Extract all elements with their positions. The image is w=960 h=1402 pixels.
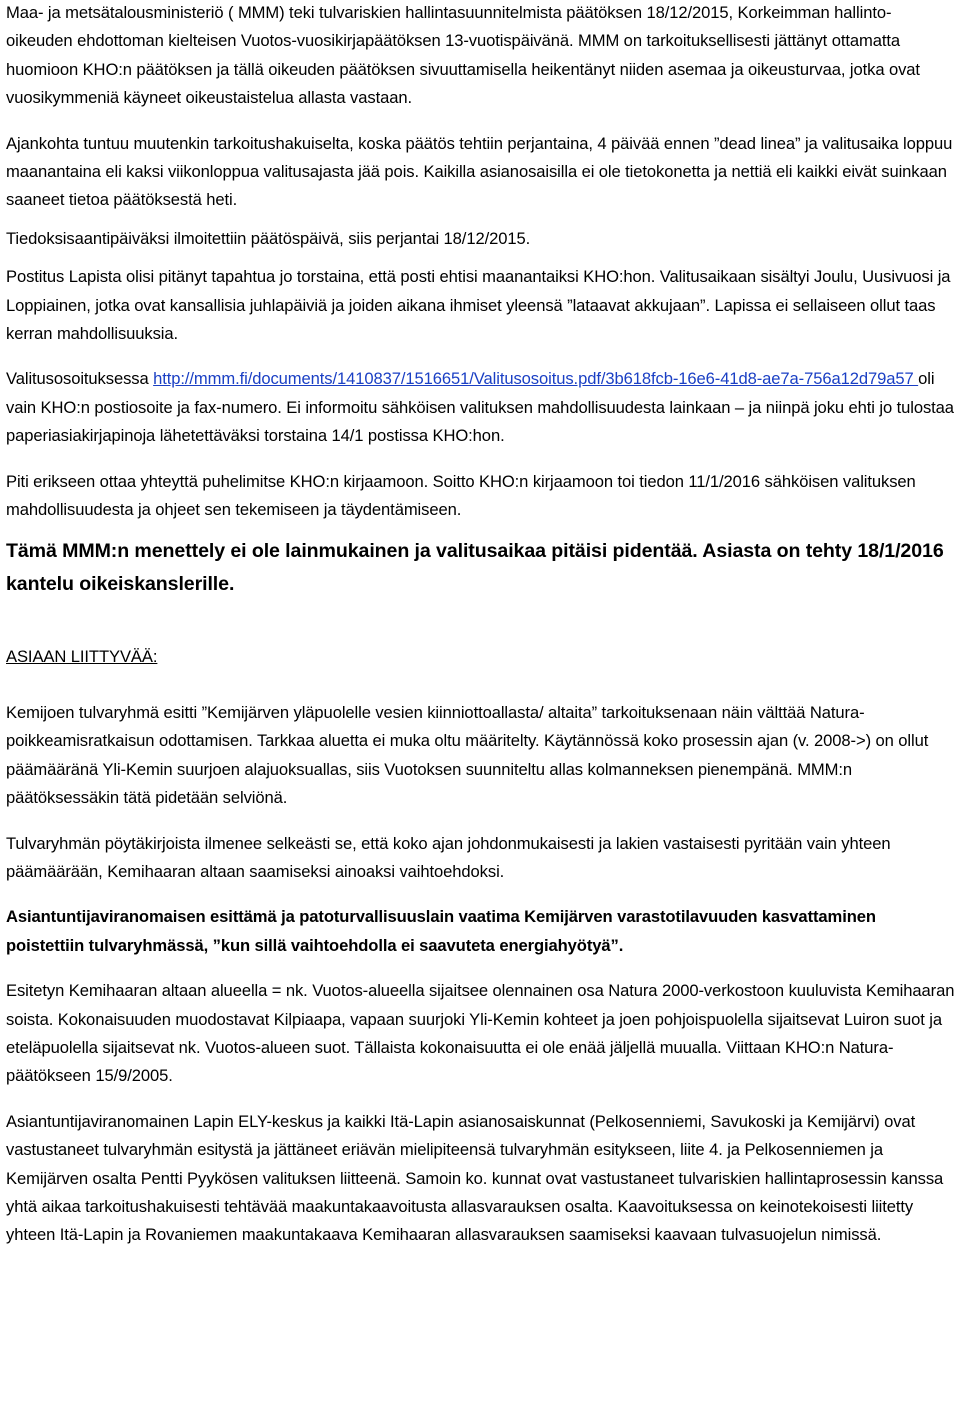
- paragraph-complaint-statement: Tämä MMM:n menettely ei ole lainmukainen ja valitusaikaa pitäisi pidentää. Asiasta on tehty 18/1/2016 kantelu oikeiskanslerille.: [6, 539, 944, 595]
- paragraph-phone-contact: Piti erikseen ottaa yhteyttä puhelimitse KHO:n kirjaamoon. Soitto KHO:n kirjaamoon toi tiedon 11/1/2016 sähköisen valituksen mahdollisuudesta ja ohjeet sen tekemiseen ja täydentämiseen.: [6, 471, 916, 520]
- paragraph-notification-date: Tiedoksisaantipäiväksi ilmoitettiin päätöspäivä, siis perjantai 18/12/2015.: [6, 228, 531, 248]
- paragraph-postal-delay: Postitus Lapista olisi pitänyt tapahtua jo torstaina, että posti ehtisi maanantaiksi KHO:hon. Valitusaikaan sisältyi Joulu, Uusivuosi ja Loppiainen, jotka ovat kansallisia juhlapäiviä ja joiden aikana ihmiset yleensä ”lataavat akkujaan”. Lapissa ei sellaiseen ollut taas kerran mahdollisuuksia.: [6, 267, 951, 344]
- paragraph-appeal-instructions: [6, 365, 956, 450]
- appeal-instructions-link[interactable]: http://mmm.fi/documents/1410837/1516651/Valitusosoitus.pdf/3b618fcb-16e6-41d8-ae7a-756a12d79a57: [153, 369, 919, 389]
- paragraph-storage-capacity: Asiantuntijaviranomaisen esittämä ja patoturvallisuuslain vaatima Kemijärven varastotilavuuden kasvattaminen poistettiin tulvaryhmässä, ”kun sillä vaihtoehdolla ei saavuteta energiahyötyä”.: [6, 907, 876, 955]
- paragraph-flood-group-minutes: Tulvaryhmän pöytäkirjoista ilmenee selkeästi se, että koko ajan johdonmukaisesti ja lakien vastaisesti pyritään vain yhteen päämäärään, Kemihaaran altaan saamiseksi ainoaksi vaihtoehdoksi.: [6, 833, 891, 881]
- paragraph-municipalities-opposition: Asiantuntijaviranomainen Lapin ELY-keskus ja kaikki Itä-Lapin asianosaiskunnat (Pelkosenniemi, Savukoski ja Kemijärvi) ovat vastustaneet tulvaryhmän esitystä ja jättäneet eriävän mielipiteensä tulvaryhmän esitykseen, liite 4. ja Pelkosenniemen ja Kemijärven osalta Pentti Pyykösen valituksen liitteenä. Samoin ko. kunnat ovat vastustaneet tulvariskien hallintaprosessin kanssa yhtä aikaa tarkoitushakuisesti tehtävää maakuntakaavoitusta allasvarauksen osalta. Kaavoituksessa on keinotekoisesti liitetty yhteen Itä-Lapin ja Rovaniemen maakuntakaava Kemihaaran allasvarauksen saamiseksi kaavaan tulvasuojelun nimissä.: [6, 1111, 944, 1245]
- paragraph-timing: Ajankohta tuntuu muutenkin tarkoitushakuiselta, koska päätös tehtiin perjantaina, 4 päivää ennen ”dead linea” ja valitusaika loppuu maanantaina eli kaksi viikonloppua valitusajasta jää pois. Kaikilla asianosaisilla ei ole tietokonetta ja nettiä eli kaikki eivät suinkaan saaneet tietoa päätöksestä heti.: [6, 133, 953, 210]
- appeal-instructions-prefix: Valitusosoituksessa: [6, 369, 154, 389]
- paragraph-natura-area: Esitetyn Kemihaaran altaan alueella = nk. Vuotos-alueella sijaitsee olennainen osa Natura 2000-verkostoon kuuluvista Kemihaaran soista. Kokonaisuuden muodostavat Kilpiaapa, vapaan suurjoki Yli-Kemin kohteet ja joen pohjoispuolella sijaitsevat Luiron suot ja eteläpuolella sijaitsevat nk. Vuotos-alueen suot. Tällaista kokonaisuutta ei ole enää jäljellä muualla. Viittaan KHO:n Natura-päätökseen 15/9/2005.: [6, 981, 955, 1086]
- section-heading-related: ASIAAN LIITTYVÄÄ:: [6, 646, 158, 666]
- document-page: [6, 0, 956, 1250]
- appeal-instructions-suffix: oli vain KHO:n postiosoite ja fax-numero. Ei informoitu sähköisen valituksen mahdollisuudesta lainkaan – ja niinpä joku ehti jo tulostaa paperiasiakirjapinoja lähetettäväksi torstaina 14/1 postissa KHO:hon.: [6, 369, 954, 446]
- paragraph-flood-group-proposal: Kemijoen tulvaryhmä esitti ”Kemijärven yläpuolelle vesien kiinniottoallasta/ altaita” tarkoituksenaan näin välttää Natura-poikkeamisratkaisun odottamisen. Tarkkaa aluetta ei muka oltu määritelty. Käytännössä koko prosessin ajan (v. 2008->) on ollut päämääränä Yli-Kemin suurjoen alajuoksuallas, siis Vuotoksen suunniteltu allas kolmanneksen pienempänä. MMM:n päätöksessäkin tätä pidetään selviönä.: [6, 702, 929, 808]
- paragraph-mmm-decision: Maa- ja metsätalousministeriö ( MMM) teki tulvariskien hallintasuunnitelmista päätöksen 18/12/2015, Korkeimman hallinto-oikeuden ehdottoman kielteisen Vuotos-vuosikirjapäätöksen 13-vuotispäivänä. MMM on tarkoituksellisesti jättänyt ottamatta huomioon KHO:n päätöksen ja tällä oikeuden päätöksen sivuuttamisella heikentänyt niiden asemaa ja oikeusturvaa, jotka ovat vuosikymmeniä käyneet oikeustaistelua allasta vastaan.: [6, 3, 920, 108]
